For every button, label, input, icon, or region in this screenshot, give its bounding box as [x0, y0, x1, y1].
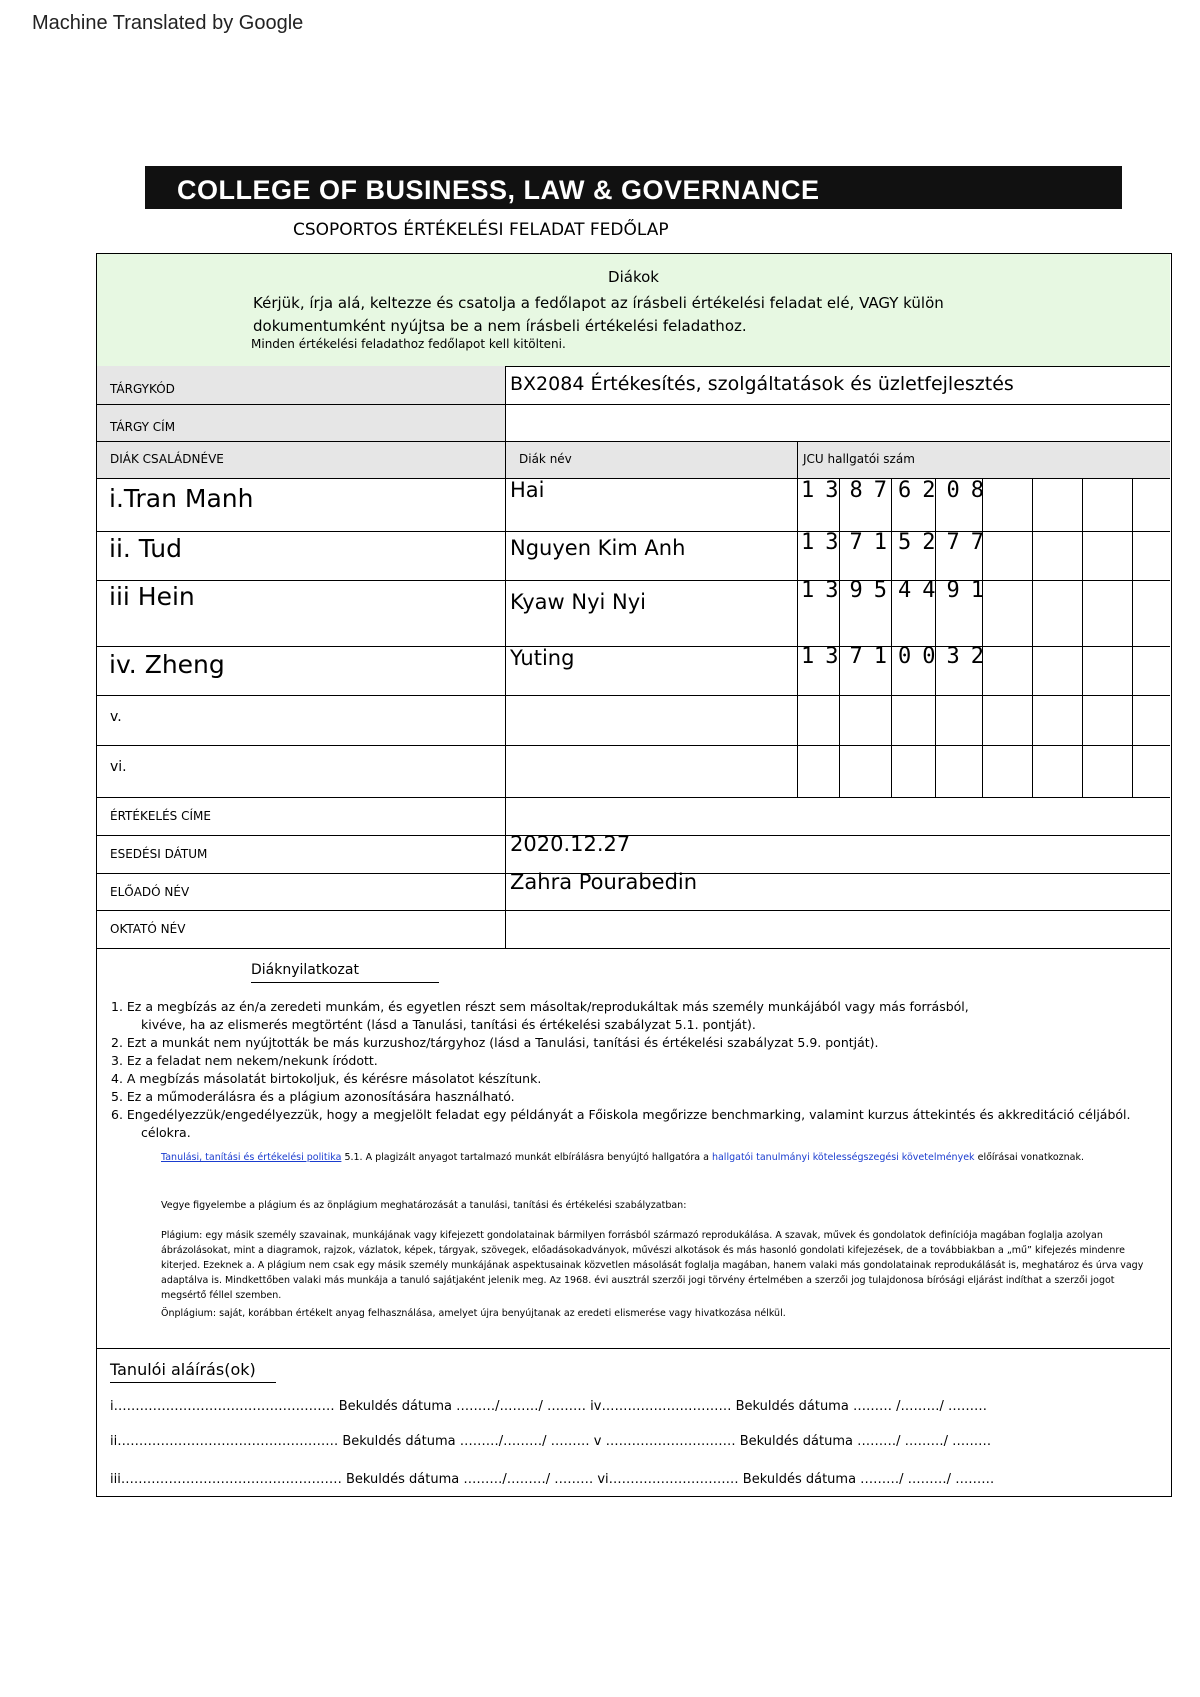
page-title: CSOPORTOS ÉRTÉKELÉSI FELADAT FEDŐLAP	[293, 220, 669, 240]
student-firstname[interactable]: Nguyen Kim Anh	[510, 536, 686, 560]
due-date-value[interactable]: 2020.12.27	[510, 832, 631, 856]
instruction-box	[97, 254, 1170, 367]
lecturer-label: ELŐADÓ NÉV	[110, 885, 190, 899]
student-surname[interactable]: vi.	[110, 759, 127, 775]
tutor-label: OKTATÓ NÉV	[110, 922, 186, 936]
instruction-note: Minden értékelési feladathoz fedőlapot kell kitölteni.	[251, 337, 566, 351]
machine-translated-watermark: Machine Translated by Google	[32, 12, 304, 34]
signature-row[interactable]: i…………………………………………… Bekuldés dátuma ………/………/ ……… iv………………………… Bekuldés dátuma ……… /………/ ………	[110, 1399, 987, 1414]
policy-paragraph	[161, 1150, 1161, 1165]
student-firstname[interactable]: Kyaw Nyi Nyi	[510, 590, 647, 614]
declaration-list	[111, 998, 1161, 1142]
declaration-item: 2. Ezt a munkát nem nyújtották be más kurzushoz/tárgyhoz (lásd a Tanulási, tanítási és értékelési szabályzat 5.9. pontját).	[111, 1035, 879, 1050]
declaration-underline	[251, 982, 439, 983]
student-id-header: JCU hallgatói szám	[803, 452, 915, 466]
subject-title-label: TÁRGY CÍM	[110, 420, 176, 434]
plagiarism-note-heading: Vegye figyelembe a plágium és az önplágium meghatározását a tanulási, tanítási és értékelési szabályzatban:	[161, 1200, 687, 1211]
college-banner	[145, 166, 1122, 209]
assessment-title-label: ÉRTÉKELÉS CÍME	[110, 809, 211, 823]
subject-code-value[interactable]: BX2084 Értékesítés, szolgáltatások és üzletfejlesztés	[510, 373, 1014, 395]
declaration-item: 5. Ez a műmoderálásra és a plágium azonosítására használható.	[111, 1089, 515, 1104]
declaration-title: Diáknyilatkozat	[251, 962, 359, 978]
student-header-bg	[97, 441, 1170, 478]
instruction-text: Kérjük, írja alá, keltezze és csatolja a fedőlapot az írásbeli értékelési feladat elé, VAGY külön dokumentumként nyújtsa be a nem írásbeli értékelési feladathoz.	[253, 294, 944, 335]
due-date-label: ESEDÉSI DÁTUM	[110, 847, 208, 861]
student-id[interactable]: 13710032	[801, 644, 995, 669]
policy-text-end: előírásai vonatkoznak.	[977, 1152, 1085, 1163]
signature-row[interactable]: ii…………………………………………… Bekuldés dátuma ………/………/ ……… v ………………………… Bekuldés dátuma ………/ ………/ ………	[110, 1434, 992, 1449]
surname-header: DIÁK CSALÁDNÉVE	[110, 452, 224, 466]
student-surname[interactable]: v.	[110, 709, 122, 725]
student-surname[interactable]: iv. Zheng	[109, 650, 225, 679]
instruction-heading: Diákok	[608, 268, 659, 286]
subject-code-label: TÁRGYKÓD	[110, 382, 175, 396]
signature-row[interactable]: iii…………………………………………… Bekuldés dátuma ………/………/ ……… vi………………………… Bekuldés dátuma ………/ ………/ ………	[110, 1472, 995, 1487]
student-surname[interactable]: i.Tran Manh	[109, 484, 254, 513]
signatures-underline	[110, 1382, 276, 1383]
cover-sheet-form	[96, 253, 1172, 1497]
declaration-item: célokra.	[141, 1125, 191, 1140]
student-firstname[interactable]: Yuting	[510, 646, 575, 670]
policy-text: 5.1. A plagizált anyagot tartalmazó munkát elbírálásra benyújtó hallgatóra a	[344, 1152, 709, 1163]
policy-link[interactable]: Tanulási, tanítási és értékelési politika	[161, 1152, 342, 1163]
student-id[interactable]: 13715277	[801, 530, 995, 555]
self-plagiarism-definition: Önplágium: saját, korábban értékelt anyag felhasználása, amelyet újra benyújtanak az eredeti elismerése vagy hivatkozása nélkül.	[161, 1308, 786, 1319]
student-id[interactable]: 13954491	[801, 578, 995, 603]
student-surname[interactable]: ii. Tud	[109, 534, 182, 563]
lecturer-value[interactable]: Zahra Pourabedin	[510, 870, 698, 894]
declaration-item: 1. Ez a megbízás az én/a zeredeti munkám, és egyetlen részt sem másoltak/reprodukáltak más személy munkájából vagy más forrásból,	[111, 999, 969, 1014]
banner-title: COLLEGE OF BUSINESS, LAW & GOVERNANCE	[177, 175, 820, 205]
student-surname[interactable]: iii Hein	[109, 582, 195, 611]
student-id[interactable]: 13876208	[801, 478, 995, 503]
plagiarism-definition: Plágium: egy másik személy szavainak, munkájának vagy kifejezett gondolatainak bármilyen forrásból származó reprodukálása. A szavak, művek és gondolatok definíciója magában foglalja azolyan ábrázolásokat, mint a diagramok, rajzok, vázlatok, képek, tárgyak, szövegek, előadásokadványok, művészi alkotások és más hasonló gondolati kifejezések, de a továbbiakban a „mű” kifejezés mindenre kiterjed. Ezeknek a. A plágium nem csak egy másik személy munkájának aspektusainak közvetlen másolását foglalja magában, hanem valaki más gondolatainak reprodukálását is, meghatároz és úrva vagy adaptálva is. Mindkettőben valaki más munkája a tanuló sajátjaként jelenik meg. Az 1968. évi ausztrál szerzői jogi törvény értelmében a szerzői jog tulajdonosa bírósági eljárást indíthat a szerzői jogot megsértő féllel szemben.	[161, 1230, 1144, 1301]
student-firstname[interactable]: Hai	[510, 478, 545, 502]
declaration-item: kivéve, ha az elismerés megtörtént (lásd a Tanulási, tanítási és értékelési szabályzat 5.1. pontját).	[141, 1017, 756, 1032]
declaration-item: 3. Ez a feladat nem nekem/nekunk íródott.	[111, 1053, 378, 1068]
firstname-header: Diák név	[519, 452, 572, 466]
declaration-item: 4. A megbízás másolatát birtokoljuk, és kérésre másolatot készítunk.	[111, 1071, 542, 1086]
declaration-item: 6. Engedélyezzük/engedélyezzük, hogy a megjelölt feladat egy példányát a Főiskola megőrizze benchmarking, valamint kurzus áttekintés és akkreditáció céljából.	[111, 1107, 1131, 1122]
signatures-title: Tanulói aláírás(ok)	[110, 1360, 256, 1379]
misconduct-link[interactable]: hallgatói tanulmányi kötelességszegési követelmények	[711, 1152, 975, 1163]
